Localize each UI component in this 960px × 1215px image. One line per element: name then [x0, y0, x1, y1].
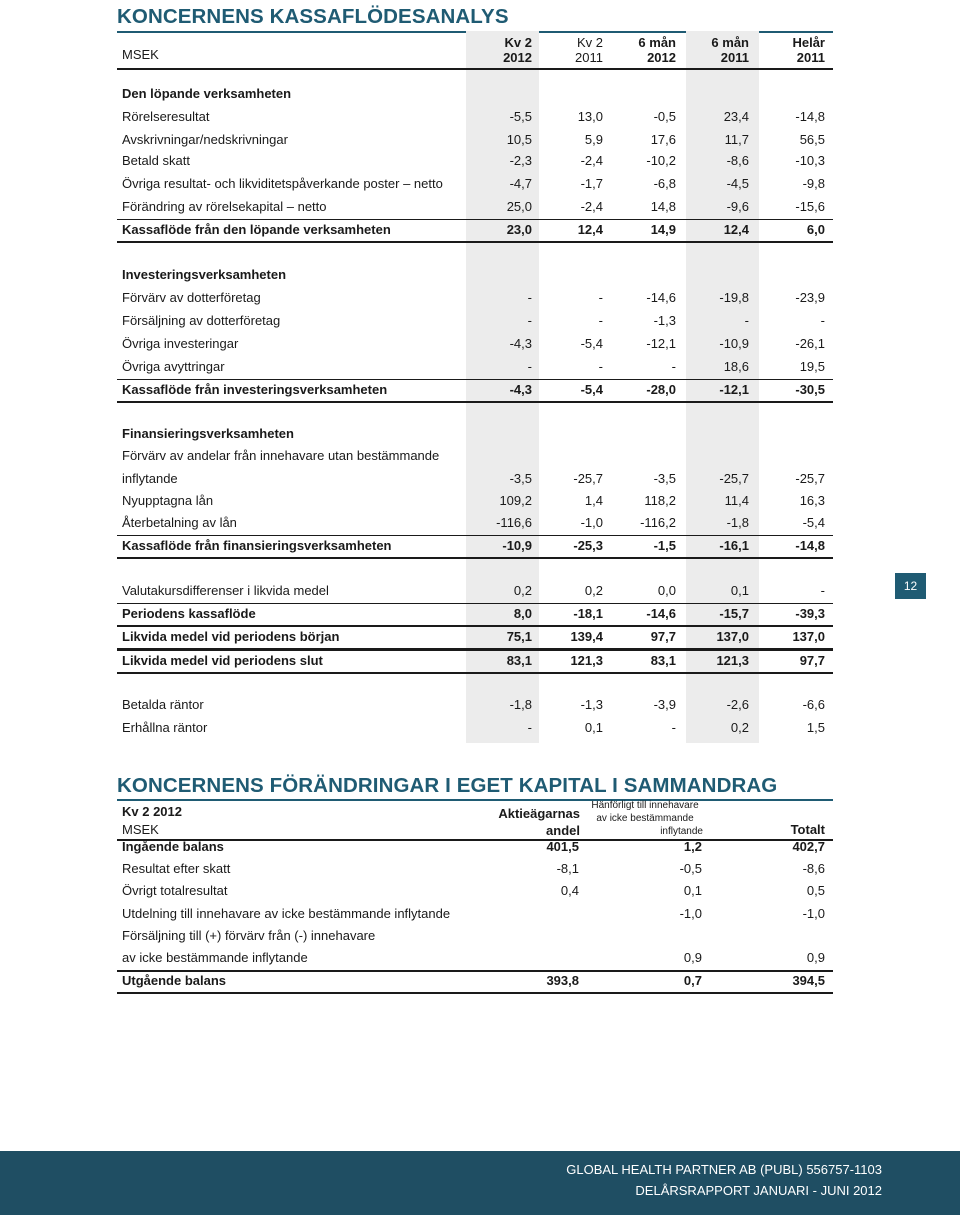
unit-label: MSEK [122, 47, 159, 62]
equity-header-owners-1: Aktieägarnas [498, 806, 580, 821]
cell-value: 393,8 [546, 973, 579, 988]
cell-value: -4,3 [509, 382, 532, 397]
cell-value: -18,1 [573, 606, 603, 621]
table-row [122, 468, 830, 490]
row-label: Förändring av rörelsekapital – netto [122, 199, 327, 214]
row-label: Återbetalning av lån [122, 515, 237, 530]
cell-value: 1,4 [584, 493, 603, 508]
cell-value: -9,6 [726, 199, 749, 214]
column-header-line2: 2011 [796, 50, 825, 65]
cell-value: 14,8 [650, 199, 676, 214]
cell-value: -30,5 [795, 382, 825, 397]
row-label: Försäljning till (+) förvärv från (-) innehavare [122, 928, 376, 943]
cell-value: 10,5 [506, 132, 532, 147]
footer-report: DELÅRSRAPPORT JANUARI - JUNI 2012 [635, 1183, 882, 1198]
cell-value: 402,7 [792, 839, 825, 854]
cell-value: - [527, 720, 532, 735]
table-row [122, 903, 830, 925]
cell-value: 16,3 [799, 493, 825, 508]
column-header-line1: Helår [792, 35, 825, 50]
cell-value: -0,5 [653, 109, 676, 124]
equity-unit: MSEK [122, 822, 159, 837]
table-row [122, 858, 830, 880]
cell-value: -1,0 [802, 906, 825, 921]
cell-value: 97,7 [650, 629, 676, 644]
row-label: Betald skatt [122, 153, 190, 168]
cell-value: -4,7 [509, 176, 532, 191]
cell-value: - [820, 583, 825, 598]
cell-value: -28,0 [646, 382, 676, 397]
total-rule [117, 241, 833, 243]
cell-value: -23,9 [795, 290, 825, 305]
row-label: Betalda räntor [122, 697, 204, 712]
cell-value: -26,1 [795, 336, 825, 351]
equity-header-minority-3: inflytande [660, 826, 703, 837]
cell-value: 75,1 [506, 629, 532, 644]
section-heading [122, 83, 830, 105]
cell-value: -6,8 [653, 176, 676, 191]
table-row [122, 129, 830, 151]
row-label: Utdelning till innehavare av icke bestämmande inflytande [122, 906, 451, 921]
cell-value: 0,1 [683, 883, 702, 898]
column-header-line2: 2012 [503, 50, 532, 65]
cell-value: 137,0 [716, 629, 749, 644]
cell-value: 109,2 [499, 493, 532, 508]
total-row [122, 603, 830, 625]
page-number: 12 [895, 573, 926, 599]
cell-value: 11,4 [724, 493, 749, 508]
table-row [122, 512, 830, 534]
table-row [122, 356, 830, 378]
cell-value: 0,1 [584, 720, 603, 735]
total-row [122, 650, 830, 672]
table-row [122, 150, 830, 172]
cell-value: -39,3 [795, 606, 825, 621]
table-row [122, 287, 830, 309]
cell-value: -8,6 [726, 153, 749, 168]
cell-value: 18,6 [723, 359, 749, 374]
cell-value: 118,2 [644, 493, 676, 508]
cell-value: 13,0 [577, 109, 603, 124]
cell-value: -4,3 [509, 336, 532, 351]
cell-value: -10,3 [795, 153, 825, 168]
cell-value: - [671, 720, 676, 735]
cell-value: 17,6 [650, 132, 676, 147]
cell-value: 6,0 [806, 222, 825, 237]
total-rule [117, 626, 833, 627]
cell-value: -1,5 [653, 538, 676, 553]
equity-title: KONCERNENS FÖRÄNDRINGAR I EGET KAPITAL I SAMMANDRAG [117, 774, 778, 797]
cell-value: -5,4 [802, 515, 825, 530]
cell-value: 0,9 [806, 950, 825, 965]
cell-value: -116,6 [496, 515, 532, 530]
row-label: Resultat efter skatt [122, 861, 231, 876]
column-header-line2: 2011 [575, 50, 603, 65]
cell-value: 1,2 [683, 839, 702, 854]
cell-value: -5,5 [509, 109, 532, 124]
cashflow-title: KONCERNENS KASSAFLÖDESANALYS [117, 5, 509, 28]
cell-value: 19,5 [799, 359, 825, 374]
total-rule [117, 219, 833, 220]
cell-value: -5,4 [580, 382, 603, 397]
cell-value: 25,0 [506, 199, 532, 214]
table-row [122, 106, 830, 128]
cell-value: -1,3 [580, 697, 603, 712]
equity-header-minority-2: av icke bestämmande [596, 813, 694, 824]
title-rule [117, 799, 833, 801]
row-label: Avskrivningar/nedskrivningar [122, 132, 288, 147]
cell-value: -1,3 [653, 313, 676, 328]
cell-value: -19,8 [719, 290, 749, 305]
total-rule [117, 603, 833, 604]
header-rule [117, 68, 833, 70]
cell-value: -14,6 [646, 290, 676, 305]
total-rule [117, 401, 833, 403]
row-label: Övriga investeringar [122, 336, 239, 351]
total-rule [117, 535, 833, 536]
row-label: Likvida medel vid periodens början [122, 629, 340, 644]
table-row [122, 173, 830, 195]
total-rule [117, 650, 833, 651]
cell-value: -116,2 [640, 515, 676, 530]
cell-value: -15,6 [795, 199, 825, 214]
section-heading [122, 264, 830, 286]
equity-header-owners-2: andel [546, 823, 580, 838]
total-row [122, 535, 830, 557]
cell-value: -1,8 [726, 515, 749, 530]
total-row [122, 379, 830, 401]
cell-value: 401,5 [546, 839, 579, 854]
table-row [122, 880, 830, 902]
cell-value: 0,0 [657, 583, 676, 598]
cell-value: -12,1 [646, 336, 676, 351]
cell-value: 394,5 [792, 973, 825, 988]
cell-value: 121,3 [570, 653, 603, 668]
total-rule [117, 557, 833, 559]
cell-value: -14,6 [646, 606, 676, 621]
cell-value: -2,3 [509, 153, 532, 168]
row-label: Rörelseresultat [122, 109, 210, 124]
row-label: Försäljning av dotterföretag [122, 313, 281, 328]
total-rule [117, 672, 833, 674]
row-label: Förvärv av dotterföretag [122, 290, 261, 305]
row-label: Likvida medel vid periodens slut [122, 653, 323, 668]
column-header-line1: Kv 2 [504, 35, 532, 50]
cell-value: -8,6 [802, 861, 825, 876]
cell-value: 83,1 [650, 653, 676, 668]
cell-value: - [598, 290, 603, 305]
total-rule [117, 379, 833, 380]
cell-value: -1,8 [509, 697, 532, 712]
row-label: Kassaflöde från den löpande verksamheten [122, 222, 391, 237]
column-header-line2: 2012 [647, 50, 676, 65]
cell-value: - [598, 359, 603, 374]
table-row [122, 196, 830, 218]
equity-closing-rule-bottom [117, 992, 833, 994]
cell-value: -14,8 [795, 538, 825, 553]
table-row [122, 445, 830, 467]
cell-value: -1,7 [580, 176, 603, 191]
cell-value: -25,7 [573, 471, 603, 486]
column-header-line1: Kv 2 [576, 35, 603, 50]
footer-company: GLOBAL HEALTH PARTNER AB (PUBL) 556757-1103 [566, 1162, 882, 1177]
cell-value: -10,9 [502, 538, 532, 553]
cell-value: -3,9 [653, 697, 676, 712]
row-label: Erhållna räntor [122, 720, 208, 735]
total-row [122, 219, 830, 241]
equity-header-total: Totalt [790, 822, 825, 837]
equity-closing-rule-top [117, 970, 833, 972]
row-label: Investeringsverksamheten [122, 267, 287, 282]
cell-value: 137,0 [792, 629, 825, 644]
cell-value: -3,5 [509, 471, 532, 486]
cell-value: 56,5 [799, 132, 825, 147]
cell-value: 0,2 [513, 583, 532, 598]
cell-value: -25,3 [573, 538, 603, 553]
cell-value: -4,5 [726, 176, 749, 191]
row-label: Övrigt totalresultat [122, 883, 228, 898]
column-header-line2: 2011 [720, 50, 749, 65]
cell-value: -6,6 [802, 697, 825, 712]
table-row [122, 947, 830, 969]
row-label: Utgående balans [122, 973, 227, 988]
row-label: Kassaflöde från finansieringsverksamheten [122, 538, 392, 553]
cell-value: -10,9 [719, 336, 749, 351]
cell-value: 121,3 [716, 653, 749, 668]
equity-header-minority-1: Hänförligt till innehavare [591, 800, 699, 811]
equity-period: Kv 2 2012 [122, 804, 182, 819]
cell-value: 23,4 [723, 109, 749, 124]
table-row [122, 580, 830, 602]
cell-value: -16,1 [719, 538, 749, 553]
row-label: Finansieringsverksamheten [122, 426, 294, 441]
cell-value: 0,2 [584, 583, 603, 598]
cell-value: -12,1 [719, 382, 749, 397]
cell-value: 5,9 [584, 132, 603, 147]
cell-value: - [598, 313, 603, 328]
row-label: Övriga resultat- och likviditetspåverkande poster – netto [122, 176, 443, 191]
row-label: Den löpande verksamheten [122, 86, 292, 101]
cell-value: -1,0 [679, 906, 702, 921]
cell-value: 1,5 [806, 720, 825, 735]
cell-value: -9,8 [802, 176, 825, 191]
cell-value: 139,4 [570, 629, 603, 644]
cell-value: 0,1 [730, 583, 749, 598]
row-label: Kassaflöde från investeringsverksamheten [122, 382, 388, 397]
table-row [122, 717, 830, 739]
column-header-line1: 6 mån [638, 35, 676, 50]
row-label: inflytande [122, 471, 178, 486]
cell-value: - [527, 313, 532, 328]
cell-value: 97,7 [799, 653, 825, 668]
cell-value: -2,4 [580, 199, 603, 214]
cell-value: -1,0 [580, 515, 603, 530]
cell-value: 14,9 [650, 222, 676, 237]
cell-value: - [527, 359, 532, 374]
cell-value: 12,4 [723, 222, 749, 237]
section-heading [122, 423, 830, 445]
row-label: Övriga avyttringar [122, 359, 225, 374]
row-label: Förvärv av andelar från innehavare utan bestämmande [122, 448, 440, 463]
cell-value: -2,4 [580, 153, 603, 168]
row-label: av icke bestämmande inflytande [122, 950, 308, 965]
cell-value: 83,1 [506, 653, 532, 668]
cell-value: 23,0 [506, 222, 532, 237]
cell-value: -14,8 [795, 109, 825, 124]
cell-value: - [744, 313, 749, 328]
cell-value: 0,5 [806, 883, 825, 898]
table-row [122, 310, 830, 332]
balance-row [122, 836, 830, 858]
cell-value: -8,1 [556, 861, 579, 876]
row-label: Nyupptagna lån [122, 493, 214, 508]
cell-value: - [671, 359, 676, 374]
cell-value: - [527, 290, 532, 305]
cell-value: -3,5 [653, 471, 676, 486]
column-header-line1: 6 mån [711, 35, 749, 50]
cell-value: 0,4 [560, 883, 579, 898]
cell-value: - [820, 313, 825, 328]
cell-value: -25,7 [719, 471, 749, 486]
cell-value: 11,7 [724, 132, 749, 147]
table-row [122, 694, 830, 716]
cell-value: -2,6 [726, 697, 749, 712]
row-label: Valutakursdifferenser i likvida medel [122, 583, 329, 598]
cell-value: 0,2 [730, 720, 749, 735]
cell-value: -15,7 [719, 606, 749, 621]
balance-row [122, 970, 830, 992]
cell-value: -5,4 [580, 336, 603, 351]
cell-value: 0,9 [683, 950, 702, 965]
cell-value: 0,7 [683, 973, 702, 988]
row-label: Ingående balans [122, 839, 224, 854]
table-row [122, 925, 830, 947]
row-label: Periodens kassaflöde [122, 606, 256, 621]
cell-value: -0,5 [679, 861, 702, 876]
cell-value: -25,7 [795, 471, 825, 486]
total-row [122, 626, 830, 648]
cell-value: 8,0 [513, 606, 532, 621]
table-row [122, 490, 830, 512]
cell-value: 12,4 [577, 222, 603, 237]
cell-value: -10,2 [646, 153, 676, 168]
table-row [122, 333, 830, 355]
